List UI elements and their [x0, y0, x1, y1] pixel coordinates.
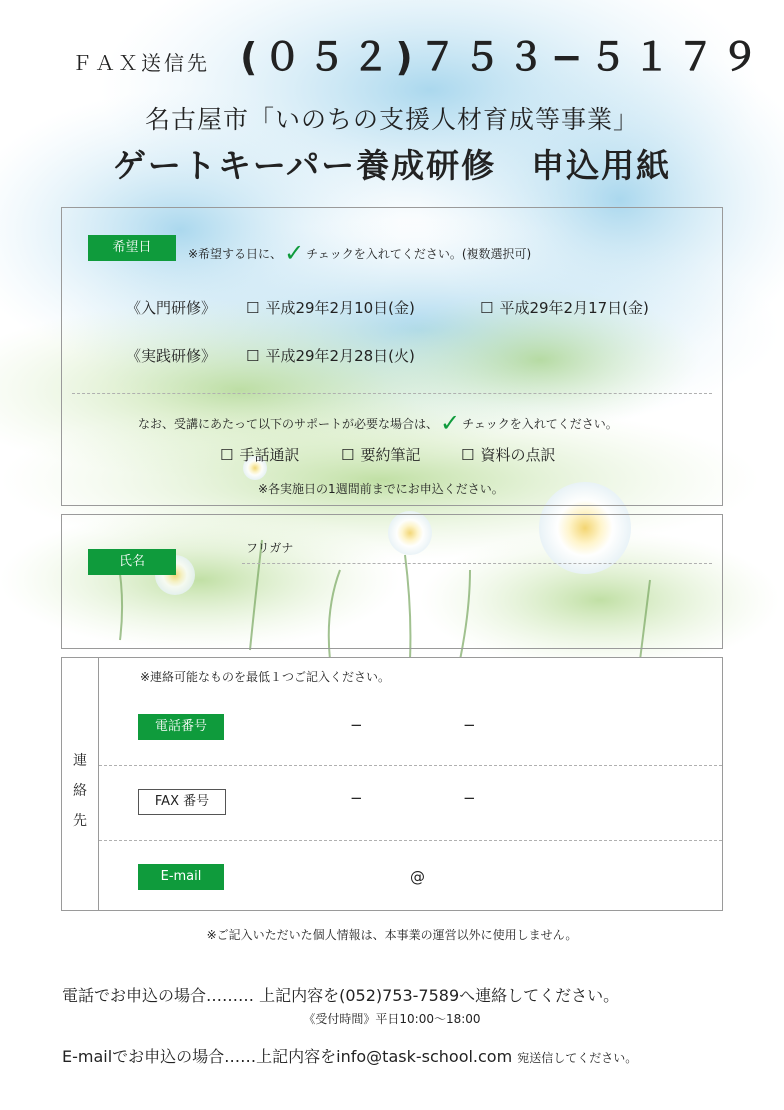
fax-dash-1: − — [350, 789, 363, 807]
divider — [72, 393, 712, 394]
fax-dash-2: − — [463, 789, 476, 807]
contact-divider-2 — [99, 840, 722, 841]
page-title: ゲートキーパー養成研修 申込用紙 — [112, 146, 672, 185]
intro-option-1[interactable]: ☐ 平成29年2月10日(金) — [246, 299, 415, 317]
intro-label: 《入門研修》 — [126, 299, 217, 317]
furigana-label: フリガナ — [246, 541, 294, 555]
practice-option-1[interactable]: ☐ 平成29年2月28日(火) — [246, 347, 415, 365]
deadline-note: ※各実施日の1週間前までにお申込ください。 — [258, 482, 504, 496]
checkbox-icon[interactable]: ☐ — [220, 446, 234, 464]
intro-option-2[interactable]: ☐ 平成29年2月17日(金) — [480, 299, 649, 317]
practice-label: 《実践研修》 — [126, 347, 217, 365]
phone-dash-2: − — [463, 716, 476, 734]
checkbox-icon[interactable]: ☐ — [341, 446, 355, 464]
email-at-sign: @ — [410, 868, 425, 886]
phone-dash-1: − — [350, 716, 363, 734]
checkbox-icon[interactable]: ☐ — [246, 299, 260, 317]
contact-side-char-1: 連 — [73, 753, 87, 769]
email-application-line: E-mailでお申込の場合……上記内容をinfo@task-school.com 宛送信してください。 — [62, 1047, 638, 1066]
name-tag: 氏名 — [88, 549, 176, 575]
check-icon: ✓ — [284, 239, 305, 267]
contact-section — [61, 657, 723, 911]
fax-label: ＦＡＸ送信先 — [72, 51, 210, 75]
furigana-divider — [242, 563, 712, 564]
dates-section — [61, 207, 723, 506]
page-subtitle: 名古屋市「いのちの支援人材育成等事業」 — [144, 105, 639, 134]
contact-note: ※連絡可能なものを最低１つご記入ください。 — [140, 670, 391, 684]
fax-tag: FAX 番号 — [138, 789, 226, 815]
name-section — [61, 514, 723, 649]
fax-header — [72, 26, 765, 81]
contact-side-char-2: 絡 — [73, 783, 87, 799]
phone-tag: 電話番号 — [138, 714, 224, 740]
support-instruction: なお、受講にあたって以下のサポートが必要な場合は、✓ チェックを入れてください。 — [138, 409, 618, 437]
reception-hours: 《受付時間》平日10:00〜18:00 — [303, 1012, 481, 1026]
dates-instruction: ※希望する日に、✓ チェックを入れてください。(複数選択可) — [188, 239, 532, 267]
checkbox-icon[interactable]: ☐ — [461, 446, 475, 464]
check-icon: ✓ — [440, 409, 461, 437]
phone-application-line: 電話でお申込の場合……… 上記内容を(052)753-7589へ連絡してください。 — [62, 986, 620, 1005]
checkbox-icon[interactable]: ☐ — [246, 347, 260, 365]
privacy-note: ※ご記入いただいた個人情報は、本事業の運営以外に使用しません。 — [206, 928, 578, 942]
fax-number: (０５２)７５３−５１７９ — [240, 35, 765, 79]
support-option-sign[interactable]: ☐ 手話通訳 — [220, 446, 300, 464]
support-option-braille[interactable]: ☐ 資料の点訳 — [461, 446, 556, 464]
name-input[interactable] — [242, 575, 712, 635]
dates-tag: 希望日 — [88, 235, 176, 261]
contact-side-column — [62, 658, 99, 910]
contact-divider-1 — [99, 765, 722, 766]
support-option-summary[interactable]: ☐ 要約筆記 — [341, 446, 421, 464]
contact-side-char-3: 先 — [73, 813, 87, 829]
checkbox-icon[interactable]: ☐ — [480, 299, 494, 317]
email-tag: E-mail — [138, 864, 224, 890]
